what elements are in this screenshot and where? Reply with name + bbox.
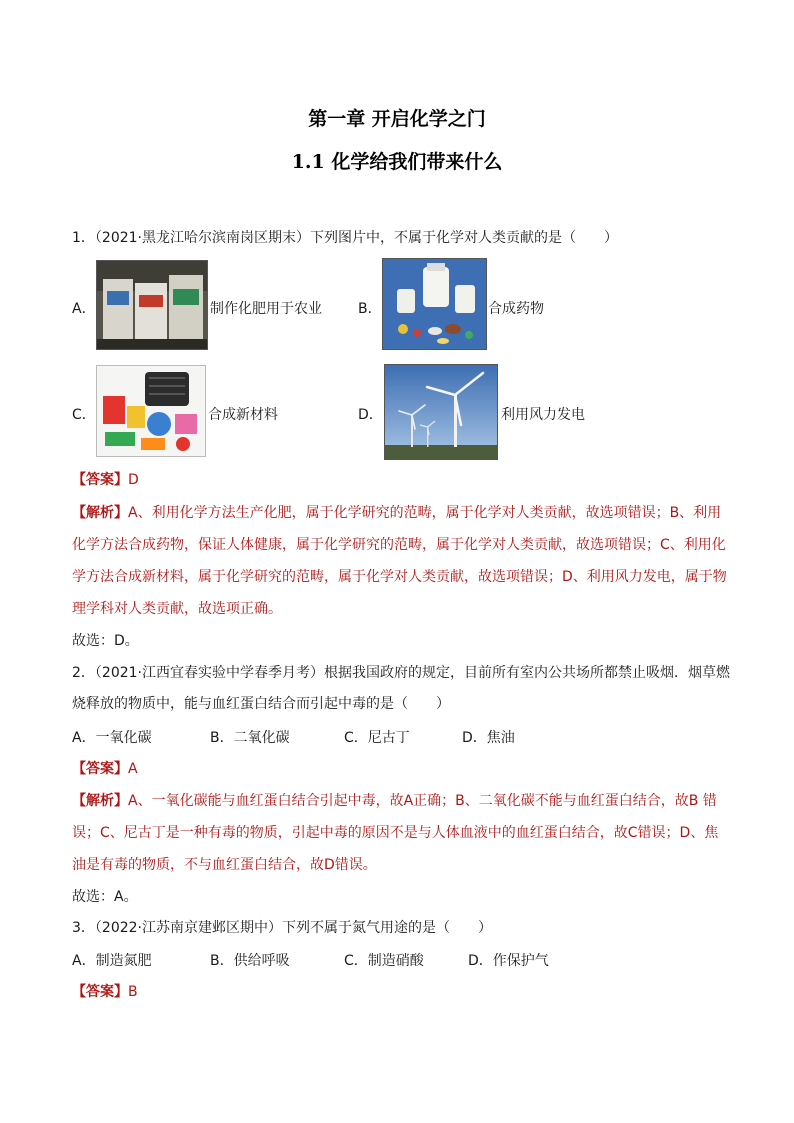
q2-answer-value: A — [128, 761, 138, 777]
fertilizer-bags-image — [96, 260, 208, 350]
q1-option-d-text: 利用风力发电 — [501, 407, 585, 423]
q2-analysis-line-2: 误；C、尼古丁是一种有毒的物质，引起中毒的原因不是与人体血液中的血红蛋白结合，故C错误；D、焦 — [72, 825, 719, 841]
q3-choice-d: D．作保护气 — [468, 953, 549, 969]
chapter-title: 第一章 开启化学之门 — [308, 108, 486, 130]
q1-option-a-text: 制作化肥用于农业 — [210, 301, 322, 317]
q2-analysis-line-1: 【解析】A、一氧化碳能与血红蛋白结合引起中毒，故A正确；B、二氧化碳不能与血红蛋白结合，故B 错 — [72, 793, 717, 809]
q1-option-b-letter: B． — [358, 301, 382, 317]
plastic-items-image — [96, 365, 206, 457]
q2-stem-line-1: 2．（2021·江西宜春实验中学春季月考）根据我国政府的规定，目前所有室内公共场所都禁止吸烟．烟草燃 — [72, 665, 730, 681]
q2-stem-line-2: 烧释放的物质中，能与血红蛋白结合而引起中毒的是（ ） — [72, 696, 450, 712]
q3-choice-c: C．制造硝酸 — [344, 953, 424, 969]
q1-conclusion: 故选：D。 — [72, 633, 139, 649]
q1-answer — [72, 470, 139, 490]
wind-turbines-image — [384, 364, 498, 460]
q1-option-a-letter: A． — [72, 301, 96, 317]
section-title: 1.1 化学给我们带来什么 — [291, 151, 503, 173]
medicine-bottles-image — [382, 258, 487, 350]
q1-analysis-line-4: 理学科对人类贡献，故选项正确。 — [72, 601, 282, 617]
q3-choice-b: B．供给呼吸 — [210, 953, 290, 969]
q1-option-d-letter: D． — [358, 407, 383, 423]
q2-analysis-line-3: 油是有毒的物质，不与血红蛋白结合，故D错误。 — [72, 857, 377, 873]
q2-choice-a: A．一氧化碳 — [72, 730, 152, 746]
q2-conclusion: 故选：A。 — [72, 889, 138, 905]
q2-choice-c: C．尼古丁 — [344, 730, 410, 746]
answer-label: 【答案】 — [72, 472, 128, 488]
q3-choice-a: A．制造氮肥 — [72, 953, 152, 969]
q2-choice-d: D．焦油 — [462, 730, 515, 746]
q1-analysis-line-2: 化学方法合成药物，保证人体健康，属于化学研究的范畴，属于化学对人类贡献，故选项错误；C、利用化 — [72, 537, 726, 553]
analysis-label: 【解析】 — [72, 505, 128, 521]
q3-answer-value: B — [128, 984, 138, 1000]
q1-option-c-text: 合成新材料 — [208, 407, 278, 423]
q2-choice-b: B．二氧化碳 — [210, 730, 290, 746]
q2-answer: 【答案】A — [72, 761, 138, 777]
q1-analysis-line-1: 【解析】A、利用化学方法生产化肥，属于化学研究的范畴，属于化学对人类贡献，故选项错误；B、利用 — [72, 505, 722, 521]
q1-option-b-text: 合成药物 — [488, 301, 544, 317]
q1-analysis-line-3: 学方法合成新材料，属于化学研究的范畴，属于化学对人类贡献，故选项错误；D、利用风力发电，属于物 — [72, 569, 727, 585]
q1-answer-value: D — [128, 472, 139, 488]
q3-answer: 【答案】B — [72, 984, 138, 1000]
q3-stem: 3．（2022·江苏南京建邺区期中）下列不属于氮气用途的是（ ） — [72, 920, 492, 936]
q1-option-c-letter: C． — [72, 407, 96, 423]
q1-stem: 1．（2021·黑龙江哈尔滨南岗区期末）下列图片中，不属于化学对人类贡献的是（ ） — [72, 230, 618, 246]
